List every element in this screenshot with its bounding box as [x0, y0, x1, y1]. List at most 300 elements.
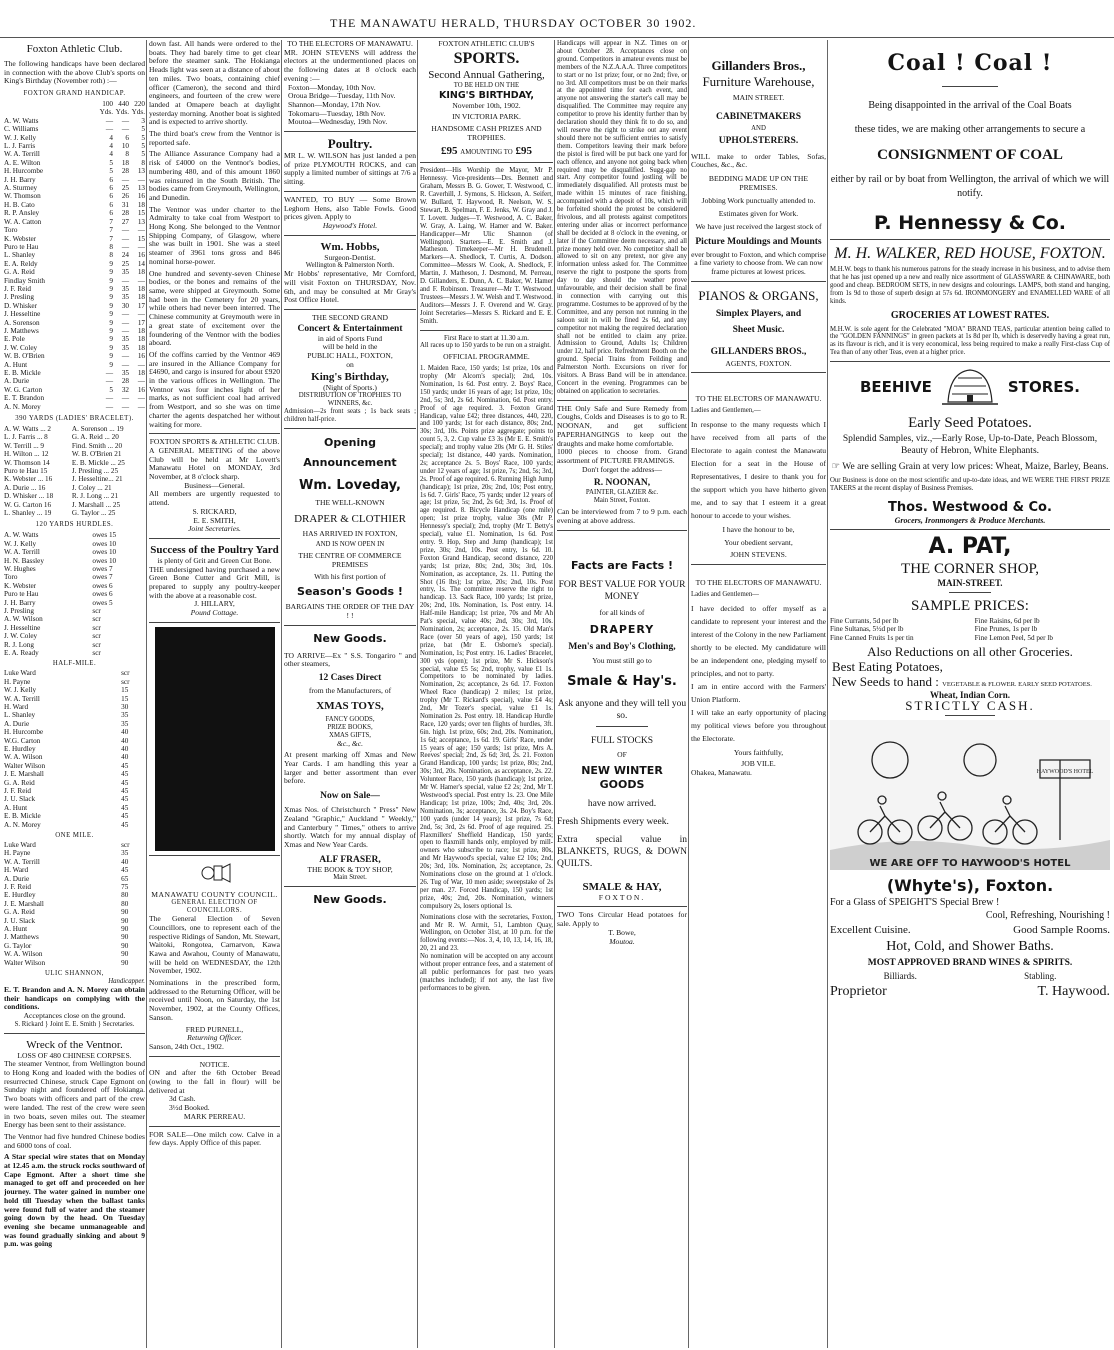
table-row: Fine Currants, 5d per lb Fine Raisins, 6d per lb [830, 617, 1040, 626]
ad-heading: New Goods. [313, 631, 387, 645]
ad-signature: T. Bowe, [608, 927, 636, 937]
table-row: J. Hesseltine scr [4, 623, 101, 632]
table-row: J. W. Coley scr [4, 632, 101, 641]
ad-text: A GENERAL MEETING of the above Club will be held at Mr Lovett's Manawatu Hotel on MONDAY, 3rd November, at 8 o'clock sharp. [149, 445, 280, 482]
table-row: E. Hurdley 80 [4, 891, 129, 900]
ad-heading: FOXTON ATHLETIC CLUB'S [438, 40, 535, 48]
ad-subheading: Wellington & Palmerston North. [305, 262, 395, 270]
table-row: E. A. Reldy 9 25 14 [4, 259, 145, 268]
ad-heading: Concert & Entertainment [297, 323, 403, 334]
ad-text: No nomination will be accepted on any account without proper entrance fees, and a statement of all public performances for past two years (matches included); if not any, the last five performances to be given. [420, 953, 553, 992]
ad-heading: GILLANDERS BROS., [710, 346, 807, 357]
blacked-out-region [155, 627, 275, 851]
ad-text: from the Manufacturers, of [308, 686, 392, 696]
ad-text: Sheet Music. [732, 324, 785, 335]
column-7 [830, 40, 1110, 1348]
ad-heading: FOXTON SPORTS & ATHLETIC CLUB. [149, 437, 280, 447]
column-3 [284, 40, 416, 1348]
table-row: W. A. Catton 7 27 13 [4, 217, 145, 226]
ad-heading: A. PAT, [928, 534, 1012, 560]
ad-heading: GROCERIES AT LOWEST RATES. [890, 309, 1050, 321]
meeting-item: Shannon—Monday, 17th Nov. [288, 99, 381, 109]
ad-text: these tides, we are making other arrangements to secure a [854, 124, 1086, 135]
ad-text: XMAS GIFTS, [329, 731, 371, 739]
table-row: W. Hughes owes 7 [4, 564, 113, 573]
ad-text: Estimates given for Work. [718, 209, 799, 219]
ad-text: NEW WINTER GOODS [581, 763, 663, 791]
ad-heading: M. H. WALKER, RED HOUSE, FOXTON. [834, 245, 1106, 262]
table-row: W. J. Kelly 15 [4, 686, 129, 695]
signature-title: Handicapper. [108, 977, 145, 985]
column-6 [691, 40, 826, 1348]
ad-text: MR. JOHN STEVENS will address the electors at the undermentioned places on the following dates at 8 o'clock each evening :— [284, 47, 416, 83]
table-row: G. Taylor 90 [4, 941, 129, 950]
officers-list: President—His Worship the Mayor, Mr P. Hennessy. Vice-presidents—Drs. Bennett and Graham, Messrs B. G. Gower, T. Westwood, C. R. Caverhill, J. Symons, S. Hickson, A. Seifert, W. Bullard, T. Haywood, R. Neelson, W. S. Stewart, B. Spelman, F. E. Jenks, W. Gray and J. T. Lovett. Judges—T. Westwood, A. C. Baker, W. Gray, A. Laing, W. Hamer and W. Baker. Handicapper—Mr Ulic Shannon (of Wellington). Starters—E. E. Smith and J. Matheson. Timekeeper—Mr H. Brudenell. Markers—A. Shedlock, T. Curtis, A. Dodson. Committee—Messrs W. Cook, A. Shedlock, F. Martin, J. Matheson, J. Desmond, M. Perreau, D. Gillanders, E. Dunn, A. C. Baker, W. Hamer and F. Robinson. Treasurer—Mr T. Westwood. Trustees—Messrs J. W. Welsh and T. Westwood. Auditors—Messrs J. F. Overend and W. Gray. Joint Secretaries—Messrs S. Rickard and E. E. Smith. [420, 167, 553, 325]
table-row: W.G. Carton 40 [4, 736, 129, 745]
column-rule [688, 40, 689, 1348]
ad-text: Xmas Nos. of Christchurch " Press" New Zealand "Graphic," Auckland " Weekly," and Canterbury " Times," others to arrive shortly. Watch for my annual display of Xmas and New Year Cards. [284, 805, 416, 849]
ad-text: M.H.W. is sole agent for the Celebrated "MOA" BRAND TEAS, particular attention being called to the "GOLDEN FANNINGS" in green packets at 1s 8d per lb, which is deservedly having a great run, as its flavour is rich, and it is very economical, less being required to make a really First-class Cup of Tea than of any other Teas, even at a higher price. [830, 325, 1110, 357]
table-row: Toro 7 — — [4, 226, 145, 235]
table-row: J. U. Slack 90 [4, 916, 129, 925]
column-5 [557, 40, 687, 1348]
ad-text: have now arrived. [587, 798, 657, 809]
article-paragraph: A Star special wire states that on Monday at 12.45 a.m. the struck rocks southward of Cape Egmont. After a short time she managed to get off and proceeded on her journey. The water gained in number one hold till Tuesday when the ballast tanks were found full of water and the steamer going down by the head. On Tuesday evening she became unmanageable and was found gradually sinking and about 9 p.m. was going [4, 1152, 145, 1249]
ad-text: The General Election of Seven Councillors, one to represent each of the respective Ridings of Sandon, Mt. Stewart, Waitoki, Rongotea, Carnarvon, Kawa Kawa and Awahou, County of Manawatu, will be held on WEDNESDAY, the 12th November, 1902. [149, 914, 280, 976]
ad-text: Cool, Refreshing, Nourishing ! [985, 910, 1110, 922]
table-row: E. Hurdley 40 [4, 744, 129, 753]
ad-subheading: MAIN STREET. [732, 93, 785, 102]
ad-text: M.H.W. begs to thank his numerous patrons for the steady increase in his business, and to advise them that he has just opened up a new and really nice assortment of GLASSWARE & CHINAWARE, both good and cheap. BEDROOM SETS, in new designs and colourings. LAMPS, both stand and hanging, from 1s 9d to those of superb design at 57s 6d. IRONMONGERY and ENAMELLED WARE of all kinds. [830, 266, 1110, 305]
ad-heading: Wm. Hobbs, [320, 240, 380, 253]
ad-text: ☞ We are selling Grain at very low prices: Wheat, Maize, Barley, Beans. [831, 461, 1109, 472]
meeting-item: Foxton—Monday, 10th Nov. [288, 82, 376, 92]
ad-date: Sanson, 24th Oct., 1902. [149, 1041, 224, 1051]
ad-heading: BEEHIVE [859, 378, 932, 397]
article-paragraph: The Ventnor had five hundred Chinese bodies and 6000 tons of coal. [4, 1131, 145, 1150]
table-row: Walter Wilson 45 [4, 761, 129, 770]
article-paragraph: down fast. All hands were ordered to the boats. They had barely time to get clear before the steamer sank. The Hokianga Heads light was seen at a distance of about ten miles. Two boats, containing chief officer (Cameron), the second and third engineers, and fourteen of the crew were landed at Omapere beach at daylight yesterday morning. Another boat is sighted and is expected to arrive shortly. [149, 40, 280, 127]
table-row: J. H. Barry owes 5 [4, 598, 113, 607]
article-title: Wreck of the Ventnor. [26, 1038, 123, 1051]
ad-text: Men's and Boy's Clothing, [568, 642, 676, 653]
ad-text: Fresh Shipments every week. [557, 816, 669, 827]
table-row: L. J. Farris ... 8 G. A. Reid ... 20 [4, 433, 119, 442]
halfmile-table [4, 669, 145, 829]
section-heading: 390 YARDS (LADIES' BRACELET). [15, 415, 134, 423]
table-row: J. Matthews 90 [4, 933, 129, 942]
ad-text: MR L. W. WILSON has just landed a pen of prize PLYMOUTH ROCKS, and can supply a limited number of sittings at 7/6 a sitting. [284, 151, 416, 187]
ad-text: Nominations close with the secretaries, Foxton, and Mr R. W. Armit, 51, Lambton Quay, Wellington, on October 31st, at 10 p.m. for the following events:—Nos. 3, 4, 10, 13, 14, 16, 18, 20, 21 and 23. [420, 913, 553, 953]
ad-heading: Poultry. [327, 136, 373, 152]
handicap-table: 100 Yds. 440 Yds. 220 Yds. A. W. Watts — — 3 C. Williams — — 5 W. J. Kelly 4 6 5 L. J. Farris 4 10 5 W. A. Terrill 4 8 5 A. E. Wilton 5 18 8 H. Hurcombe 5 28 13 J. H. Barry 6 — — A. Sturmey 6 25 13 W. Thomson 6 26 16 H. B. Cato 6 31 18 R. P. Ansley 6 28 15 W. A. Catton 7 27 13 Toro 7 — — K. Webster 7 — 15 Puro te Hau 8 — — L. Shanley 8 24 16 E. A. Reldy 9 25 14 G. A. Reid 9 35 18 Findlay Smith 9 — — J. F. Reid 9 35 18 J. Presling 9 35 18 D. Whisker 9 30 17 J. Hesseltine 9 — — A. Sorenson 9 — 17 J. Matthews 9 — 18 E. Pole 9 35 18 J. W. Coley 9 35 18 W. B. O'Brien 9 — 16 A. Hunt 9 — — E. B. Mickle — 35 18 A. Durie — 28 — W. G. Carton 5 32 16 E. T. Brandon — — — A. N. Morey — — — [4, 100, 145, 411]
ad-text: Extra special value in BLANKETS, RUGS, & DOWN QUILTS. [557, 834, 687, 869]
ad-text: Yours faithfully, [733, 747, 784, 757]
table-row: A. Sturmey 6 25 13 [4, 184, 145, 193]
ad-heading: P. Hennessy & Co. [873, 212, 1066, 234]
table-row: W. G. Carton 5 32 16 [4, 385, 145, 394]
table-row: K. Webster owes 6 [4, 581, 113, 590]
table-row: E. B. Mickle 45 [4, 812, 129, 821]
ad-signature: S. RICKARD, [192, 506, 237, 516]
hotel-sign-text: HAYWOOD'S HOTEL [1036, 768, 1094, 775]
article-paragraph: The Alliance Assurance Company had a risk of £4000 on the Ventnor's bodies, numbering 480, and of this amount 1860 was reinsured in the South British. The bodies came from Greymouth, Wellington, and Dunedin. [149, 149, 280, 202]
secretaries: S. Rickard } Joint E. E. Smith } Secretaries. [14, 1020, 135, 1028]
meeting-list [284, 84, 416, 128]
table-row: L. Shanley 35 [4, 711, 129, 720]
ad-text: Ladies and Gentlemen— [691, 590, 759, 598]
table-row: E. A. Ready scr [4, 649, 101, 658]
table-row: H. Hurcombe 40 [4, 728, 129, 737]
ad-text: 1000 pieces to choose from. Grand assortment of PICTURE FRAMINGS. [557, 447, 687, 465]
ad-text: Smale & Hay's. [567, 674, 677, 690]
ad-text: IN VICTORIA PARK. [452, 112, 521, 122]
race-programme: 1. Maiden Race, 150 yards; 1st prize, 10s and trophy (Mr Alcorn's special); 2nd, 10s. Nomination, 1s 6d. Post entry. 2. Boys' Race, 150 yards; under 16 years of age; 1st prize, 10s; 2nd, 5s; 3rd, 2s 6d. Nomination, 6d. Post entry. Proof of age required. 3. Foxton Grand Handicap, value £42; three distances, 440, 220, and 100 yards; 1st for each distance, 80s; 2nd, 30s; 3rd, 10s. Points prize aggregate; points to count 5, 3, 2. Cup value £3 3s (Mr E. E. Smith's special); and trophy value 20s (Mr G. H. Stiles' special); 1st distance, 440 yards. Nomination, 2s; acceptance 2s. 5. Boys' Race, 100 yards; under 12 years of age; 1st prize, 7s; 2nd, 5s; 3rd, 2s. Proof of age required. 6. Running High Jump (handicap); 1st prize, 20s; 2nd, 10s; Post entry, 1s 6d. 7. Girls' Race, 75 yards; under 12 years of age; 1st prize, 5s; 2nd, 2s 6d; 3rd, 1s. Proof of age required. 8. Bicycle Handicap (one mile) open; 1st prize trophy, value 30s (Mr P. Hennessy's special); 2nd, trophy (Mr T. Betty's special), value £1. Nomination, 1s 6d. Post entry. 9. Hop, Step and Jump (handicap); 1st prize, 30s; 2nd, 10s. Post entry, 1s 6d. 10. Foxton Grand Handicap, second distance, 220 yards; 1st prize, 80s; 2nd, 30s; 3rd, 10s. Nomination, as acceptance, 2s. 11. Putting the Shot (16 lbs); 1st prize, 20s; 2nd, 10s. Post entry, 1s. The committee reserve the right to handicap. 13. Sack Race, 100 yards; 1st prize, 20s; 2nd, 10s. Nomination, 1s. Post entry. 14. Half-mile Handicap; 1st prize, 70s and Mr Ah Pat's special, value 40s; 2nd, 30s; 3rd, 10s. Nomination, 2s; acceptance, 2s. 15. Old Man's Race (over 50 years of age), 150 yards; 1st prize, bat (Mr E. Osborne's special). Nomination, 1s; Post entry. 16. Ladies' Bracelet, 300 yds (open); 1st prize, Mr S. Hickson's special, value £5 5s; 2nd, trophy, value £1 1s. Competitors to be nominated by ladies. Nomination, 2s; acceptance, 2s 6d. 17. Foxton Wheel Race (handicap) 2 miles; 1st prize, trophy (Mr T. Rickard's special), value £4 4s; 2nd, Mr Tozer's special, value £1 1s. Nomination 2s. Post entry. 18. Handicap Hurdle Race, 120 yards; over ten flights of hurdles, 3ft. 6in. high. 1st prize, 60s; 2nd, 20s. Nomination, 1s 6d; acceptance, 1s 6d. 19. Girls' Race, under 15 years of age; 150 yards; 1st prize, Mrs A. Reeves' special; 2nd, 2s 6d; 3rd, 2s. 21. Foxton Grand Handicap, 100 yards; 1st prize, 80s; 2nd, 30s; 3rd, 20s. Nomination, as acceptance, 2s. 22. Volunteer Race, 150 yards (handicap); 1st prize, Mr W. Hamer's special, value £2 2s; 2nd, Mr T. Westwood's special. Post entry 1s. 23. One Mile Handicap; 1st prize, 100s; 2nd, 40s; 3rd, 20s. Nomination, 3s; acceptance, 3s. 24. Boy's Race, 100 yards (under 14 years); 1st prize, 7s 6d; 2nd, 5s; 3rd, 2s 6d. Proof of age required. 25. Flaxmillers' Sheffield Handicap, 150 yards; open to flaxmill hands only, employed by mill-owners who subscribe to race; 1st prize, 80s, and Mr Haywood's special, value £2 10s; 2nd, 20s; 3rd, 10s. Nomination, 2s; acceptance, 2s. Nominations close on the ground at 1 o'clock. 26. Tug of War, 10 men aside; sweepstake of 2s per man. 27. Forced Handicap, 150 yards; 1st prize, 40s; 2nd, 20s. Nomination, winners compulsory 2s, losers optional 1s. [420, 365, 553, 910]
ad-text: All members are urgently requested to attend. [149, 489, 280, 508]
ad-heading: SAMPLE PRICES: [911, 598, 1029, 615]
note: Acceptances close on the ground. [23, 1010, 126, 1020]
bracelet-table [4, 425, 145, 517]
article-paragraph: The steamer Ventnor, from Wellington bound to Hong Kong and loaded with the bodies of resurrected Chinese, struck Cape Egmont on Sunday night and foundered off Hokianga. Two boats with officers and part of the crew were landed. The rest of the crew were seen in two boats, seven miles out. The steamer Energy has been sent to their assistance. [4, 1059, 145, 1130]
ad-text: Simplex Players, and [715, 308, 802, 319]
ad-subheading: THE BOOK & TOY SHOP, [307, 864, 393, 874]
table-row: A. Hunt 9 — — [4, 360, 145, 369]
table-row: W. Thomson 14 E. B. Mickle ... 25 [4, 458, 125, 467]
prize-amount: £95 AMOUNTING TO £95 [441, 145, 532, 158]
column-2 [149, 40, 280, 1348]
ad-location: Ohakea, Manawatu. [691, 768, 752, 778]
article-paragraph: One hundred and seventy-seven Chinese bodies, or the bones and remains of the same, were shipped at Greymouth. Some had been in the Cemetery for 20 years, while others had never been interred. The Chinese community at Greymouth were in a great state of excitement over the foundering of the Ventnor with the bodies aboard. [149, 268, 280, 348]
table-row: A. Hunt 45 [4, 803, 129, 812]
ad-text: Mr Hobbs' representative, Mr Cornford, will visit Foxton on THURSDAY, Nov. 6th, and may be consulted at Mr Gray's Post Office Hotel. [284, 269, 416, 305]
table-row: J. F. Reid 75 [4, 882, 129, 891]
beehive-banner [830, 366, 1110, 409]
table-row: R. J. Long scr [4, 640, 101, 649]
ad-text: TO ARRIVE—Ex " S.S. Tongariro " and other steamers, [284, 650, 416, 669]
ad-heading: PIANOS & ORGANS, [698, 287, 819, 303]
table-row: A. Durie — 28 — [4, 377, 145, 386]
ad-signature: JOB VILE. [741, 759, 776, 769]
table-row: A. Durie ... 16 J. Coley ... 21 [4, 483, 112, 492]
column-rule [554, 40, 555, 1348]
ad-text: BEDDING MADE UP ON THE PREMISES. [708, 174, 809, 192]
table-row: H. N. Bassley owes 10 [4, 556, 117, 565]
table-row: Puro te Hau owes 6 [4, 590, 113, 599]
ad-text: DRAPER & CLOTHIER [294, 512, 406, 525]
ad-text: PRIZE BOOKS, [327, 723, 373, 731]
table-row: K. Webster 7 — 15 [4, 234, 145, 243]
ad-text: Nominations in the prescribed form, addressed to the Returning Officer, will be received until Noon, on Saturday, the 1st November, 1902, at the County Offices, Sanson. [149, 978, 280, 1022]
ad-text: Our Business is done on the most scientific and up-to-date ideas, and WE WERE THE FIRST PRIZE TAKERS at the recent display of Business Premises. [830, 476, 1110, 492]
ad-text: is plenty of Grit and Green Cut Bone. [157, 555, 272, 565]
ad-text-row: Excellent Cuisine. Good Sample Rooms. [830, 924, 1110, 937]
ad-text: PUBLIC HALL, FOXTON, [307, 351, 393, 361]
coat-of-arms-icon [149, 860, 280, 889]
table-row: Puro te Hau 8 — — [4, 242, 145, 251]
ad-text: OF [617, 750, 627, 760]
table-row: G. A. Reid 45 [4, 778, 129, 787]
ad-text: Best Eating Potatoes, [832, 659, 943, 675]
ad-heading: (Whyte's), Foxton. [886, 876, 1054, 896]
column-1 [4, 40, 145, 1348]
ad-heading: THE SECOND GRAND [312, 313, 388, 323]
ad-text: Also Reductions on all other Groceries. [867, 644, 1073, 660]
ad-text: UPHOLSTERERS. [718, 135, 799, 146]
ad-text: Being disappointed in the arrival of the Coal Boats [868, 100, 1072, 111]
section-heading: ONE MILE. [55, 832, 94, 840]
table-row: D. Whisker 9 30 17 [4, 301, 145, 310]
table-row: Fine Canned Fruits 1s per tin Fine Lemon Peel, 5d per lb [830, 633, 1053, 642]
ad-text: either by rail or by boat from Wellington, the arrival of which we will notify. [830, 174, 1110, 199]
hotel-illustration [830, 720, 1110, 873]
ad-text: With his first portion of [314, 571, 386, 581]
ad-text: AND IS NOW OPEN IN [315, 541, 385, 549]
ad-text: ever brought to Foxton, and which comprise a fine variety to choose from. We can now frame pictures at lowest prices. [691, 249, 826, 276]
table-row: J. Matthews 9 — 18 [4, 326, 145, 335]
ad-heading: THE CORNER SHOP, [901, 561, 1039, 578]
table-row: W. J. Kelly 4 6 5 [4, 133, 145, 142]
signature: ULIC SHANNON, [45, 970, 104, 978]
table-row: A. Durie 35 [4, 719, 129, 728]
note: E. T. Brandon and A. N. Morey can obtain their handicaps on complying with the conditions. [4, 984, 145, 1012]
ad-subheading: PAINTER, GLAZIER &c. [585, 489, 659, 497]
table-row: W. Terrill ... 9 Find. Smith ... 20 [4, 441, 123, 450]
table-row: W. A. Terrill 40 [4, 857, 129, 866]
ad-text: I am in entire accord with the Farmers' Union Platform. [691, 681, 826, 704]
column-rule [146, 40, 147, 1348]
ad-heading: SMALE & HAY, [582, 880, 662, 893]
table-row: A. N. Morey — — — [4, 402, 145, 411]
table-row: H. Wilton ... 12 W. B. O'Brien 21 [4, 450, 122, 459]
ad-text-row: Billiards. Stabling. [883, 971, 1057, 982]
ad-subheading: Grocers, Ironmongers & Produce Merchants. [894, 515, 1046, 525]
ad-text: Your obedient servant, [724, 537, 793, 547]
ad-heading: Now on Sale— [320, 791, 380, 802]
table-row: H. B. Cato 6 31 18 [4, 200, 145, 209]
ad-text: THE Only Safe and Sure Remedy from Coughs, Colds and Diseases is to go to R. NOONAN, and get sufficient PAPERHANGINGS to keep out the draughts and make home comfortable. [557, 403, 687, 448]
table-row: W. G. Carton 16 J. Marshall ... 25 [4, 500, 121, 509]
ad-text: THE WELL-KNOWN [315, 497, 385, 507]
ad-heading: Picture Mouldings and Mounts [695, 236, 822, 247]
table-row: K. Webster ... 16 J. Hesseltine... 21 [4, 475, 123, 484]
table-row: A. E. Wilton 5 18 8 [4, 158, 145, 167]
table-row: A. W. Watts — — 3 [4, 116, 145, 125]
ad-text: FANCY GOODS, [325, 715, 375, 723]
table-row: Walter Wilson 90 [4, 958, 129, 967]
table-row: G. A. Reid 9 35 18 [4, 268, 145, 277]
table-row: L. Shanley ... 19 G. Taylor ... 25 [4, 509, 116, 518]
ad-subheading: MAIN-STREET. [937, 578, 1003, 589]
ad-text: Ask anyone and they will tell you so. [557, 699, 687, 722]
ad-text: Wheat, Indian Corn. [929, 690, 1010, 701]
article-paragraph: The Ventnor was under charter to the Admiralty to take coal from Westport to Hong Kong. She belonged to the Ventnor Shipping Company, of Glasgow, where she was built in 1901. She was a steel steamer of 3961 tons gross and 846 nominal horse-power. [149, 204, 280, 266]
price-table [830, 617, 1110, 642]
ad-text: FOR SALE—One milch cow. Calve in a few days. Apply Office of this paper. [149, 1129, 280, 1148]
ad-heading: Second Annual Gathering, [428, 68, 545, 81]
table-row: W. A. Wilson 90 [4, 950, 129, 959]
table-row: A. Hunt 90 [4, 925, 129, 934]
ad-text: FULL STOCKS [590, 736, 654, 747]
ad-subheading: FOXTON. [598, 892, 646, 902]
pointing-hand-icon: ☞ [831, 461, 841, 472]
table-row: H. Ward 45 [4, 866, 129, 875]
ad-text: on [346, 359, 354, 369]
table-row: H. Hurcombe 5 28 13 [4, 167, 145, 176]
table-row: W. A. Terrill owes 10 [4, 548, 117, 557]
table-row: Luke Ward scr [4, 669, 130, 678]
ad-text: WANTED, TO BUY — Some Brown Leghorn Hens, also Table Fowls. Good prices given. Apply to [284, 194, 416, 222]
table-row: A. W. Wilson scr [4, 615, 101, 624]
ad-heading: Furniture Warehouse, [702, 74, 815, 89]
ad-text: XMAS TOYS, [316, 699, 384, 712]
hurdles-table [4, 531, 145, 657]
ad-text: WILL make to order Tables, Sofas, Couches, &c., &c. [691, 151, 826, 170]
ad-text: FOR BEST VALUE FOR YOUR MONEY [558, 579, 686, 602]
table-row: H. Payne scr [4, 677, 130, 686]
article-paragraph: Of the coffins carried by the Ventnor 469 are insured in the Alliance Company for £4690, and cargo is insured for about £920 in the various offices in Wellington. The Ventnor was four inches light of her marks, as not sufficient coal had arrived from Westport, and so she was on time charter the agents despatched her without waiting for more. [149, 349, 280, 429]
table-row: W. Thomson 6 26 16 [4, 192, 145, 201]
illustration-caption: WE ARE OFF TO HAYWOOD'S HOTEL [869, 857, 1071, 869]
table-row: W. J. Kelly owes 10 [4, 539, 117, 548]
ad-text: Can be interviewed from 7 to 9 p.m. each evening at above address. [557, 507, 687, 525]
ad-text: We have just received the largest stock of [695, 221, 822, 231]
ad-text: ON and after the 6th October Bread (owing to the fall in flour) will be delivered at [149, 1068, 280, 1095]
article-title: Foxton Athletic Club. [26, 43, 123, 55]
ad-heading: TO THE ELECTORS OF MANAWATU. [695, 394, 822, 404]
table-row: J. Hesseltine 9 — — [4, 310, 145, 319]
table-row: E. B. Mickle — 35 18 [4, 369, 145, 378]
masthead-title: THE MANAWATU HERALD, THURSDAY OCTOBER 30 1902. [330, 16, 697, 30]
article-subtitle: LOSS OF 480 CHINESE CORPSES. [17, 1050, 132, 1060]
ad-heading: Gillanders Bros., [711, 58, 806, 73]
ad-text: HAS ARRIVED IN FOXTON, [302, 528, 398, 538]
ad-subheading: GENERAL ELECTION OF COUNCILLORS. [171, 899, 258, 915]
table-row: H. Ward 30 [4, 702, 129, 711]
table-row: Luke Ward scr [4, 840, 130, 849]
ad-heading: TO THE ELECTORS OF MANAWATU. [695, 578, 822, 588]
ad-text: STRICTLY CASH. [905, 698, 1035, 713]
ad-text: King's Birthday, [311, 370, 389, 383]
ad-text: TO BE HELD ON THE [453, 81, 520, 89]
ad-text: KING'S BIRTHDAY, [438, 89, 535, 101]
ad-text: Hot, Cold, and Shower Baths. [886, 939, 1054, 955]
table-row: J. E. Marshall 45 [4, 770, 129, 779]
ad-text: I have decided to offer myself as a candidate to represent your interest and the interest of the Colony in the new Parliament shortly to be elected. My candidature will be an independent one, pledging myself to principles, and not to party. [691, 603, 826, 678]
ad-text: I have the honour to be, [722, 524, 795, 534]
ad-subheading: AGENTS, FOXTON. [725, 358, 792, 368]
ad-signature: Moutoa. [609, 936, 635, 946]
table-row: E. Pole 9 35 18 [4, 335, 145, 344]
ad-text: TWO Tons Circular Head potatoes for sale. Apply to [557, 910, 687, 929]
ad-text: Jobbing Work punctually attended to. [701, 196, 816, 206]
table-row: W. B. O'Brien 9 — 16 [4, 352, 145, 361]
ad-heading: NOTICE. [199, 1059, 230, 1069]
ad-text: Season's Goods ! [297, 585, 403, 599]
article-intro: The following handicaps have been declared in connection with the above Club's sports on King's Birthday (November roth) :— [4, 59, 145, 86]
column-rule [417, 40, 418, 1348]
ad-subheading: Surgeon-Dentist. [324, 252, 376, 262]
ad-text: For a Glass of SPEIGHT'S Special Brew ! [830, 897, 1000, 909]
ad-text: BARGAINS THE ORDER OF THE DAY ! ! [285, 602, 415, 621]
ad-signature: FRED PURNELL, [185, 1024, 244, 1034]
table-row: J. H. Barry 6 — — [4, 175, 145, 184]
ad-text: HANDSOME CASH PRIZES AND TROPHIES. [431, 124, 542, 142]
table-row: A. N. Morey 45 [4, 820, 129, 829]
ad-signature: MARK PERREAU. [183, 1111, 246, 1121]
ad-text: Business—General. [184, 480, 245, 490]
ad-heading: Facts are Facts ! [570, 558, 674, 572]
column-rule [281, 40, 282, 1348]
table-row: J. U. Slack 45 [4, 795, 129, 804]
ad-signature: J. HILLARY, [194, 599, 235, 609]
onemile-table [4, 841, 145, 967]
ad-text: THE CENTRE OF COMMERCE [298, 551, 402, 561]
column-4 [420, 40, 553, 1348]
ad-text: Ladies and Gentlemen,— [691, 407, 761, 415]
ad-text: in aid of Sports Fund [317, 333, 383, 343]
section-heading: FOXTON GRAND HANDICAP. [23, 90, 126, 98]
ad-text: &c., &c. [336, 738, 364, 748]
ad-text: November 10th, 1902. [452, 100, 521, 110]
table-row: A. Sorenson 9 — 17 [4, 318, 145, 327]
ad-text: THE undersigned having purchased a new Green Bone Cutter and Grit Mill, is prepared to supply any poultry-keeper with the above at a reasonable cost. [149, 564, 280, 600]
ad-text: You must still go to [592, 656, 652, 666]
ad-text: 12 Cases Direct [318, 673, 382, 684]
ad-text: Splendid Samples, viz.,—Early Rose, Up-to-Date, Peach Blossom, Beauty of Hebron, White Elephants. [842, 433, 1098, 456]
ad-heading: Early Seed Potatoes. [908, 414, 1032, 431]
table-row: J. Presling 9 35 18 [4, 293, 145, 302]
ad-text: CABINETMAKERS [716, 111, 801, 122]
ad-heading: MANAWATU COUNTY COUNCIL. [151, 889, 278, 899]
section-heading: 120 YARDS HURDLES. [35, 521, 114, 529]
ad-signature: JOHN STEVENS. [730, 550, 787, 560]
ad-heading: Thos. Westwood & Co. [888, 499, 1052, 515]
ad-text: 3½d Booked. [169, 1103, 210, 1113]
table-row: A. Durie 65 [4, 874, 129, 883]
beehive-icon [940, 366, 1000, 409]
table-row: Fine Sultanas, 5½d per lb Fine Prunes, 1s per lb [830, 625, 1038, 634]
ad-text: AND [751, 124, 766, 132]
ad-subheading: Main Street, Foxton. [593, 497, 651, 505]
masthead [0, 0, 1114, 38]
table-row: J. E. Marshall 80 [4, 899, 129, 908]
ad-text: At present marking off Xmas and New Year Cards. I am handling this year a larger and better assortment than ever before. [284, 750, 416, 786]
table-row: J. F. Reid 45 [4, 787, 129, 796]
table-row: G. A. Reid 90 [4, 908, 129, 917]
table-row: W. A. Terrill 15 [4, 694, 129, 703]
table-row: A. W. Watts owes 15 [4, 531, 117, 540]
ad-text: DRAPERY [589, 623, 655, 637]
ad-text: will be held in the [322, 342, 378, 352]
ad-text: PREMISES [331, 559, 369, 569]
ad-text: (Night of Sports.) [323, 382, 377, 392]
table-row: J. W. Coley 9 35 18 [4, 343, 145, 352]
ad-text-row: Proprietor T. Haywood. [830, 984, 1110, 1000]
table-row: W. A. Terrill 4 8 5 [4, 150, 145, 159]
ad-text: DISTRIBUTION OF TROPHIES TO WINNERS, &c. [298, 392, 402, 408]
column-rule [827, 40, 828, 1348]
ad-signature: Joint Secretaries. [188, 524, 241, 534]
ad-text: Don't forget the address— [582, 464, 662, 474]
ad-text: for all kinds of [599, 607, 645, 617]
sports-conditions: Handicaps will appear in N.Z. Times on or about October 28. Acceptances close on ground. Competitors in amateur events must be members of the N.Z.A.A.A. Three competitors to start or no 1st prize; four, or no 2nd; five, or no 3rd. All competitors must be on their marks at the appointed time for each event, and anyone not answering the starter's call may be disqualified. The Committee may require any competitor to prove his identity further than by declaration should they think fit to do so, and will reserve the right to strike out any event should there not be sufficient entries to satisfy them. Competitors leaving their mark before the pistol is fired will be put back one yard for each offence, and anyone not going back when required may be disqualified. Sugg-gap no start. Any competitor found jostling will be immediately disqualified. All protests must be made within 15 minutes of race finishing, accompanied with a deposit of 10s, which will be forfeited should the protest be considered frivolous, and all protests against competitors entering under alias or incorrect performance shall be decided at 8 o'clock in the evening, or later if the Committee deem necessary, and all prize money held over. No competitor shall be allowed to sit on any pretext, nor give any information unless asked for. The Committee reserve the right to postpone the sports from day to day should the weather prove unfavourable, and their decision shall be final in connection with carrying out this programme. Costumes to be approved of by the Committee, and any person not running in the saloon suit in will be fined 2s 6d, and any competitor not making the required declaration shall not be entitled to claim any prize. Admission to Ground, Adults 1s; Children under 12, half price. Refreshment Booth on the ground. Special Trains from Feilding and Palmerston North. Excursions on river for visitors. A Brass Band will be in attendance. Concert in the evening. Programmes can be obtained on application to secretaries. [557, 40, 687, 395]
meeting-item: Oroua Bridge—Tuesday, 11th Nov. [288, 91, 396, 101]
article-paragraph: The third boat's crew from the Ventnor is reported safe. [149, 129, 280, 147]
table-row: Findlay Smith 9 — — [4, 276, 145, 285]
table-row: L. J. Farris 4 10 5 [4, 142, 145, 151]
ad-heading: SPORTS. [453, 49, 520, 67]
ad-signature: Returning Officer. [187, 1033, 242, 1043]
